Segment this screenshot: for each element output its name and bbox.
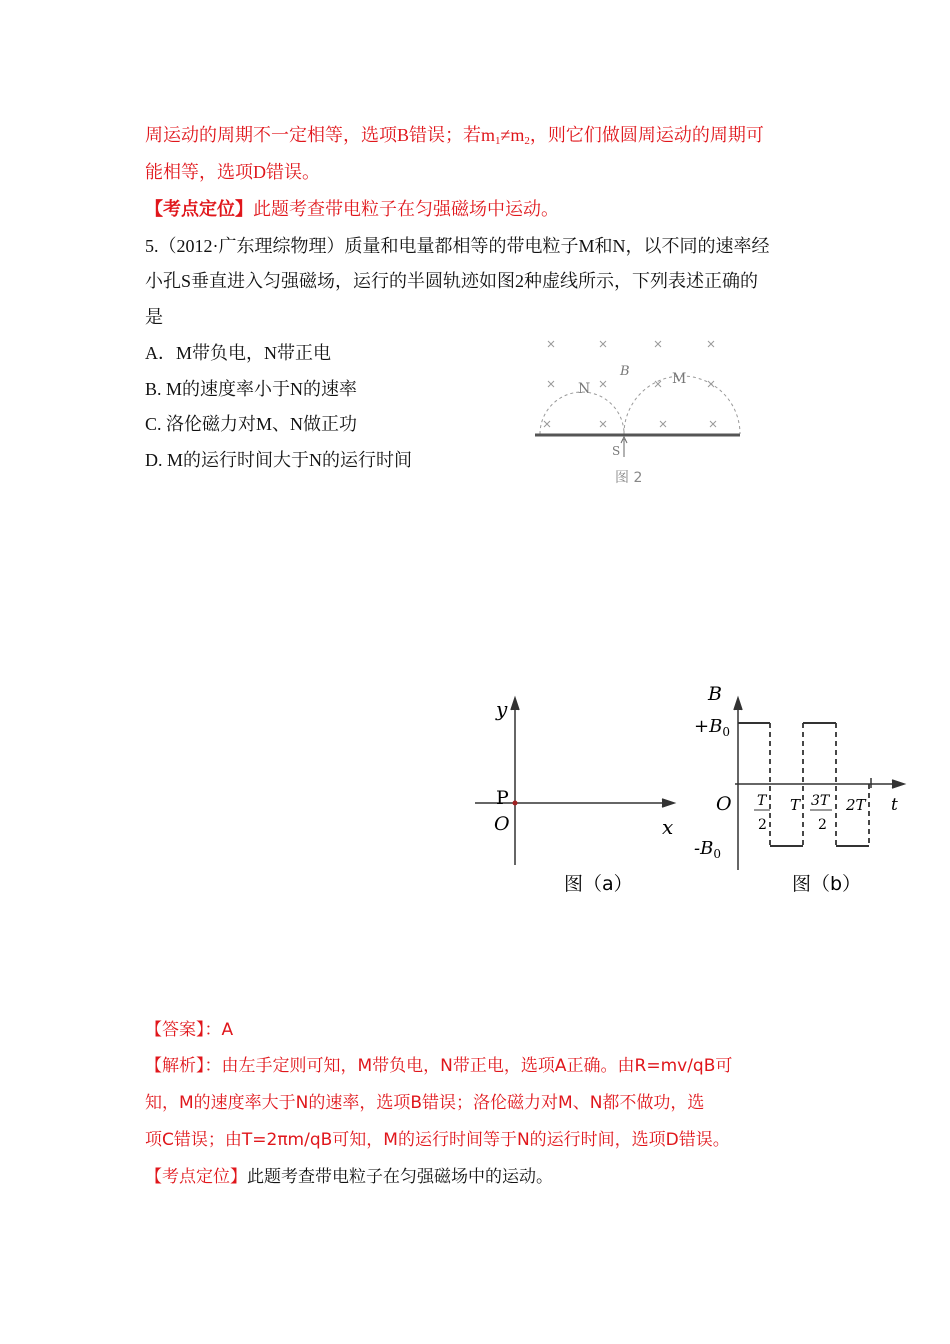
label-s: S xyxy=(612,444,621,458)
label-3t-den: 2 xyxy=(818,817,827,833)
label-t-axis: t xyxy=(891,795,898,815)
label-n: N xyxy=(578,381,591,397)
option-b: B. M的速度率小于N的速率 xyxy=(145,379,358,399)
label-2t: 2T xyxy=(846,796,866,814)
fig2-caption: 图 2 xyxy=(615,470,643,486)
question-line-3: 是 xyxy=(145,307,163,327)
label-o: O xyxy=(716,793,732,815)
label-nb0: $-B_0$ xyxy=(694,838,721,861)
label-pb0: $+B_0$ xyxy=(694,716,730,739)
figure-2 xyxy=(530,335,750,485)
label-o: O xyxy=(494,813,510,835)
prev-kaodian: 【考点定位】此题考查带电粒子在匀强磁场中运动。 xyxy=(145,199,559,219)
prev-line-1: 周运动的周期不一定相等，选项B错误；若$m_1\ne m_2$，则它们做圆周运动的周期可 xyxy=(145,125,764,147)
label-t-half-den: 2 xyxy=(758,817,767,833)
label-b: B xyxy=(620,364,630,379)
label-p: P xyxy=(496,787,509,809)
answer-line: 【答案】：A xyxy=(145,1020,234,1040)
question-line-2: 小孔S垂直进入匀强磁场，运行的半圆轨迹如图2种虚线所示，下列表述正确的 xyxy=(145,271,759,291)
answer-kaodian: 【考点定位】此题考查带电粒子在匀强磁场中的运动。 xyxy=(145,1167,553,1187)
label-t: T xyxy=(790,796,801,814)
option-c: C. 洛伦磁力对M、N做正功 xyxy=(145,414,358,434)
figure-a xyxy=(470,690,690,900)
label-3t-num: 3T xyxy=(811,793,830,809)
question-line-1: 5.（2012·广东理综物理）质量和电量都相等的带电粒子M和N，以不同的速率经 xyxy=(145,236,770,256)
analysis-line-2: 知，M的速度率大于N的速率，选项B错误；洛伦磁力对M、N都不做功，选 xyxy=(145,1093,705,1113)
option-a: A．M带负电，N带正电 xyxy=(145,343,332,363)
label-x: x xyxy=(662,815,674,839)
fig-b-caption: 图（b） xyxy=(792,873,862,895)
analysis-line-1: 【解析】：由左手定则可知，M带负电，N带正电，选项A正确。由R=mv/qB可 xyxy=(145,1056,733,1076)
fig-a-caption: 图（a） xyxy=(564,873,633,895)
option-d: D. M的运行时间大于N的运行时间 xyxy=(145,450,413,470)
analysis-line-3: 项C错误；由T=2πm/qB可知，M的运行时间等于N的运行时间，选项D错误。 xyxy=(145,1130,730,1150)
field-marks xyxy=(544,341,716,427)
label-t-half-num: T xyxy=(757,793,767,809)
label-b: B xyxy=(708,683,722,705)
label-m: M xyxy=(672,371,687,387)
label-y: y xyxy=(496,697,508,721)
trajectory-n xyxy=(540,392,624,434)
figure-b xyxy=(690,680,910,900)
prev-line-2: 能相等，选项D错误。 xyxy=(145,162,320,182)
